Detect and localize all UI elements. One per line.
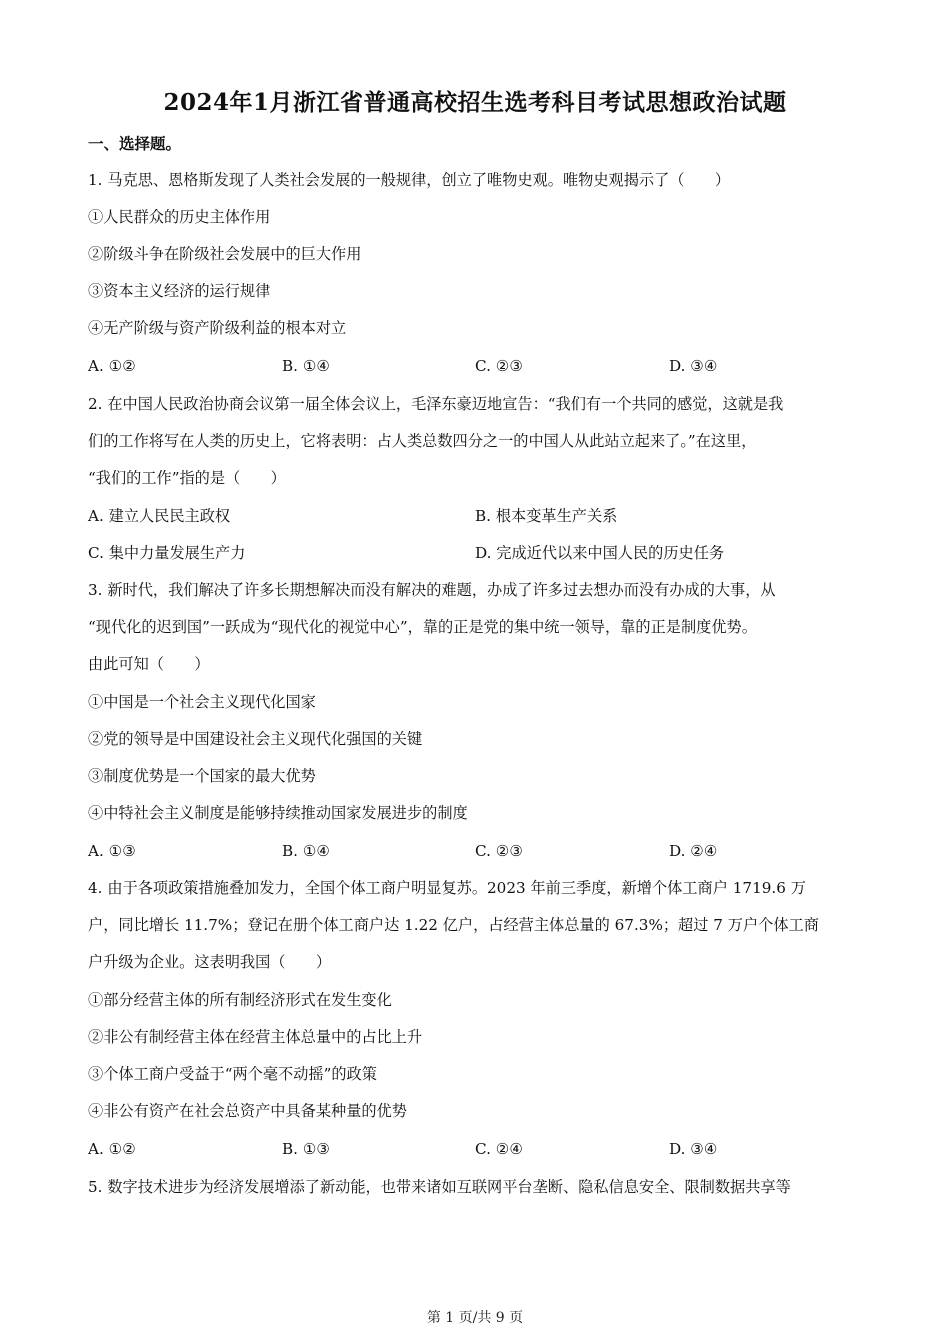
- q1-option-c: C. ②③: [475, 357, 523, 375]
- q3-statement-3: ③制度优势是一个国家的最大优势: [88, 767, 316, 785]
- q1-statement-4: ④无产阶级与资产阶级利益的根本对立: [88, 319, 347, 337]
- q3-statement-2: ②党的领导是中国建设社会主义现代化强国的关键: [88, 730, 423, 748]
- q1-option-a: A. ①②: [88, 357, 136, 375]
- q4-stem-line-3: 户升级为企业。这表明我国（ ）: [88, 953, 331, 971]
- page-number: 第 1 页/共 9 页: [426, 1310, 524, 1326]
- q1-statement-1: ①人民群众的历史主体作用: [88, 208, 271, 226]
- q3-statement-1: ①中国是一个社会主义现代化国家: [88, 693, 316, 711]
- q4-statement-1: ①部分经营主体的所有制经济形式在发生变化: [88, 991, 392, 1009]
- q4-stem-line-2: 户，同比增长 11.7%；登记在册个体工商户达 1.22 亿户，占经营主体总量的 67.3%；超过 7 万户个体工商: [88, 916, 819, 934]
- q4-statement-4: ④非公有资产在社会总资产中具备某种量的优势: [88, 1102, 407, 1120]
- q4-statement-2: ②非公有制经营主体在经营主体总量中的占比上升: [88, 1028, 423, 1046]
- q3-option-d: D. ②④: [669, 842, 718, 860]
- q4-option-d: D. ③④: [669, 1140, 718, 1158]
- q1-option-d: D. ③④: [669, 357, 718, 375]
- q2-option-c: C. 集中力量发展生产力: [88, 544, 246, 562]
- q4-option-b: B. ①③: [282, 1140, 331, 1158]
- section-heading: 一、选择题。: [88, 134, 182, 153]
- q4-option-c: C. ②④: [475, 1140, 523, 1158]
- q2-stem-line-1: 2. 在中国人民政治协商会议第一届全体会议上，毛泽东豪迈地宣告：“我们有一个共同的感觉，这就是我: [88, 395, 784, 413]
- q1-statement-3: ③资本主义经济的运行规律: [88, 282, 271, 300]
- q1-stem: 1. 马克思、恩格斯发现了人类社会发展的一般规律，创立了唯物史观。唯物史观揭示了（ ）: [88, 171, 731, 189]
- q3-option-b: B. ①④: [282, 842, 331, 860]
- q4-stem-line-1: 4. 由于各项政策措施叠加发力，全国个体工商户明显复苏。2023 年前三季度，新增个体工商户 1719.6 万: [88, 879, 806, 897]
- q3-stem-line-3: 由此可知（ ）: [88, 655, 210, 673]
- q2-stem-line-2: 们的工作将写在人类的历史上，它将表明：占人类总数四分之一的中国人从此站立起来了。”在这里，: [88, 432, 757, 450]
- q3-stem-line-1: 3. 新时代，我们解决了许多长期想解决而没有解决的难题，办成了许多过去想办而没有办成的大事，从: [88, 581, 776, 599]
- q3-option-c: C. ②③: [475, 842, 523, 860]
- q4-option-a: A. ①②: [88, 1140, 136, 1158]
- q3-option-a: A. ①③: [88, 842, 136, 860]
- q2-option-b: B. 根本变革生产关系: [475, 507, 618, 525]
- q1-option-b: B. ①④: [282, 357, 331, 375]
- q5-stem-line-1: 5. 数字技术进步为经济发展增添了新动能，也带来诸如互联网平台垄断、隐私信息安全、限制数据共享等: [88, 1178, 791, 1196]
- q2-option-a: A. 建立人民民主政权: [88, 507, 231, 525]
- q4-statement-3: ③个体工商户受益于“两个毫不动摇”的政策: [88, 1065, 377, 1083]
- q2-option-d: D. 完成近代以来中国人民的历史任务: [475, 544, 725, 562]
- page-title: 2024年1月浙江省普通高校招生选考科目考试思想政治试题: [163, 89, 787, 116]
- q2-stem-line-3: “我们的工作”指的是（ ）: [88, 469, 286, 487]
- q3-stem-line-2: “现代化的迟到国”一跃成为“现代化的视觉中心”，靠的正是党的集中统一领导，靠的正是制度优势。: [88, 618, 757, 636]
- q1-statement-2: ②阶级斗争在阶级社会发展中的巨大作用: [88, 245, 362, 263]
- q3-statement-4: ④中特社会主义制度是能够持续推动国家发展进步的制度: [88, 804, 468, 822]
